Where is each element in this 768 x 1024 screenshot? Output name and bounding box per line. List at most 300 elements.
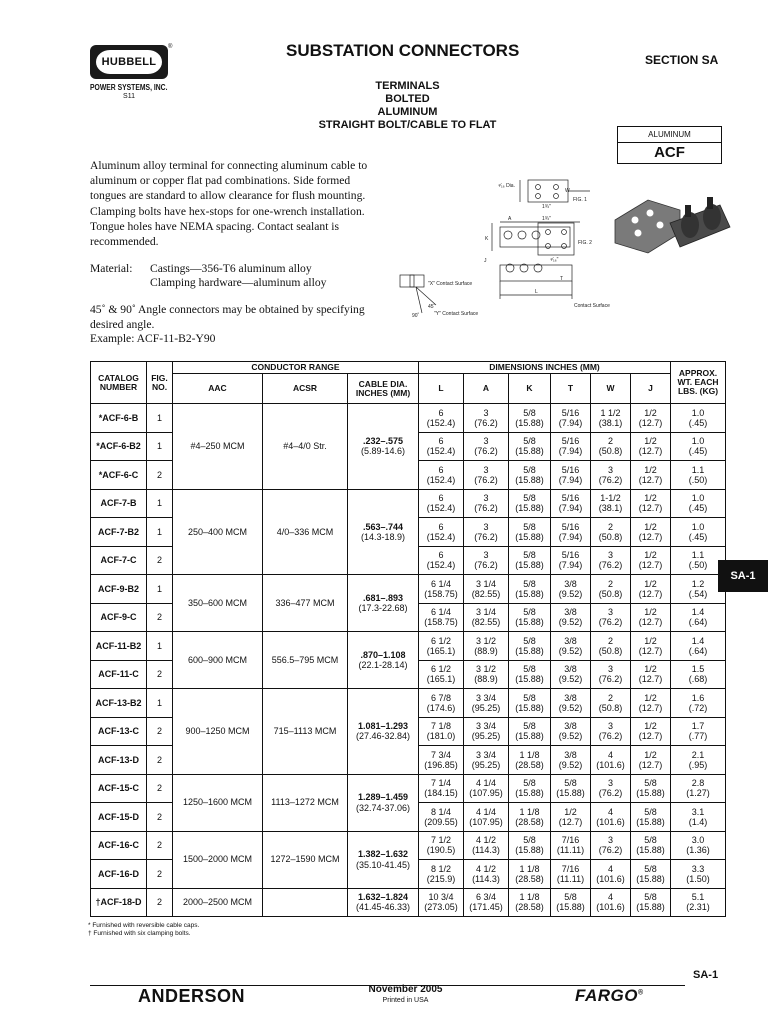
dim-T-label: T — [560, 276, 564, 282]
dim-a — [464, 518, 509, 547]
dim-j-inch: 5/8 — [644, 892, 657, 903]
dim-wt-inch: 1.0 — [691, 493, 705, 504]
dim-w-mm: (101.6) — [596, 873, 625, 884]
dim-k-mm: (15.88) — [515, 474, 544, 485]
dim-a-mm: (95.25) — [471, 702, 501, 713]
dim-j-mm: (12.7) — [638, 702, 663, 713]
dim-a-mm: (114.3) — [472, 845, 500, 856]
dim-wt-mm: (.45) — [688, 446, 708, 457]
dim-l-mm: (152.4) — [426, 503, 456, 514]
dim-w — [591, 717, 631, 746]
material-label: ALUMINUM — [618, 127, 721, 143]
dim-t-mm: (15.88) — [556, 788, 585, 799]
dim-l-inch: 6 1/4 — [430, 607, 452, 618]
catalog-number: ACF-15-C — [91, 774, 147, 803]
dim-t-inch: 1/2 — [564, 806, 577, 817]
dim-t-mm: (15.88) — [556, 902, 585, 913]
cable-diameter-inch: 1.289–1.459 — [357, 792, 409, 803]
header-dimensions: DIMENSIONS INCHES (MM) — [419, 362, 671, 374]
dim-k — [509, 518, 551, 547]
material-code: ACF — [654, 144, 685, 161]
dim-k-inch: 5/8 — [523, 578, 536, 589]
dim-l-mm: (196.85) — [424, 759, 458, 770]
header-catalog: CATALOG NUMBER — [91, 362, 147, 404]
dim-l-mm: (215.9) — [426, 873, 456, 884]
dim-t — [551, 689, 591, 718]
dim-j-mm: (12.7) — [638, 588, 663, 599]
dim-w-inch: 3 — [607, 835, 613, 846]
deg45-label: 45˚ — [428, 304, 436, 310]
dim-wt — [671, 717, 726, 746]
catalog-number: ACF-15-D — [91, 803, 147, 832]
dim-k — [509, 717, 551, 746]
dim-k — [509, 632, 551, 661]
dim-wt-inch: 1.1 — [691, 464, 705, 475]
dim-j-mm: (12.7) — [638, 759, 663, 770]
dim-w — [591, 461, 631, 490]
dim-k — [509, 575, 551, 604]
dim-t-inch: 7/16 — [561, 863, 580, 874]
header-fig: FIG. NO. — [147, 362, 173, 404]
dim-l-mm: (152.4) — [426, 446, 456, 457]
dim-l-inch: 6 — [438, 550, 444, 561]
footnote-caps: * Furnished with reversible cable caps. — [88, 922, 200, 929]
dim-k-mm: (15.88) — [515, 531, 544, 542]
dim-a-inch: 3 1/4 — [475, 578, 497, 589]
dim-wt — [671, 774, 726, 803]
dim-j — [631, 888, 671, 917]
dim-a-inch: 6 3/4 — [475, 892, 497, 903]
dim-k — [509, 404, 551, 433]
dim-j — [631, 831, 671, 860]
fig2-label: FIG. 2 — [578, 240, 592, 246]
header-W: W — [591, 374, 631, 404]
dim-l-inch: 6 1/4 — [430, 578, 452, 589]
dim-t-inch: 3/8 — [564, 692, 577, 703]
dim-j — [631, 660, 671, 689]
dim-w — [591, 632, 631, 661]
dim-a-mm: (88.9) — [474, 645, 498, 656]
dim-t-mm: (9.52) — [558, 588, 583, 599]
fig-number: 2 — [147, 803, 173, 832]
dim-k — [509, 432, 551, 461]
dim-w — [591, 432, 631, 461]
dim-a — [464, 860, 509, 889]
dim-j — [631, 603, 671, 632]
dim-label-3: 1¾" — [542, 216, 551, 222]
dim-w-inch: 2 — [607, 578, 613, 589]
cable-diameter-mm: (14.3-18.9) — [360, 531, 406, 542]
dim-t-inch: 7/16 — [561, 835, 580, 846]
header-weight: APPROX. WT. EACH LBS. (KG) — [671, 362, 726, 404]
material-heading: Material: — [90, 262, 133, 275]
dim-w — [591, 603, 631, 632]
dim-j — [631, 774, 671, 803]
dim-k-mm: (15.88) — [515, 417, 544, 428]
dim-t-inch: 5/16 — [561, 550, 580, 561]
dim-t — [551, 546, 591, 575]
dim-w — [591, 660, 631, 689]
catalog-number: ACF-11-B2 — [91, 632, 147, 661]
catalog-number: ACF-11-C — [91, 660, 147, 689]
subtitle — [280, 80, 535, 132]
dim-l-mm: (152.4) — [426, 531, 456, 542]
dia-label: ⁴⁄₁₆ Dia. — [498, 183, 515, 189]
dim-t-mm: (9.52) — [558, 759, 583, 770]
dim-j-mm: (12.7) — [638, 417, 663, 428]
dim-l-mm: (174.6) — [426, 702, 456, 713]
dim-l-inch: 7 3/4 — [430, 749, 452, 760]
product-description: Aluminum alloy terminal for connecting aluminum cable to aluminum or copper flat pad combinations. Side formed tongues are standard to allow clearance for flush mounting. Clamping bolts have hex-stops for one-wrench installation. Tongue holes have NEMA spacing. Contact sealant is recommended. — [90, 159, 368, 249]
dim-a-mm: (95.25) — [471, 759, 501, 770]
dim-t-mm: (7.94) — [558, 474, 583, 485]
dim-wt-mm: (.45) — [688, 503, 708, 514]
page-title: SUBSTATION CONNECTORS — [286, 41, 520, 60]
dim-wt-inch: 1.4 — [691, 635, 705, 646]
dim-w-inch: 3 — [607, 607, 613, 618]
dim-t-inch: 3/8 — [564, 635, 577, 646]
dim-k-inch: 5/8 — [523, 521, 536, 532]
dim-l-mm: (152.4) — [426, 474, 456, 485]
dim-j-mm: (12.7) — [638, 531, 663, 542]
material-castings: Castings—356-T6 aluminum alloy — [150, 262, 312, 275]
dim-w-mm: (76.2) — [598, 560, 623, 571]
acsr-range: 1272–1590 MCM — [263, 831, 348, 888]
dim-a-mm: (107.95) — [469, 788, 503, 799]
dim-wt — [671, 660, 726, 689]
dim-k-inch: 1 1/8 — [519, 806, 540, 817]
dim-j-inch: 1/2 — [644, 721, 657, 732]
angle-text: 45˚ & 90˚ Angle connectors may be obtained by specifying desired angle. — [90, 303, 365, 331]
dim-wt-mm: (.45) — [688, 531, 708, 542]
dim-t — [551, 603, 591, 632]
acsr-range: 4/0–336 MCM — [263, 489, 348, 575]
dim-j — [631, 518, 671, 547]
dim-l — [419, 518, 464, 547]
fig-number: 1 — [147, 575, 173, 604]
dim-a-inch: 3 — [483, 521, 489, 532]
header-L: L — [419, 374, 464, 404]
dim-t — [551, 518, 591, 547]
dim-l-mm: (190.5) — [426, 845, 456, 856]
dim-l-mm: (165.1) — [426, 674, 456, 685]
dim-j-inch: 1/2 — [644, 436, 657, 447]
dim-wt-inch: 2.8 — [691, 778, 705, 789]
dim-a-inch: 4 1/2 — [475, 863, 497, 874]
dim-l-inch: 6 — [438, 436, 444, 447]
fig-number: 2 — [147, 660, 173, 689]
fig-number: 1 — [147, 432, 173, 461]
dim-k-mm: (15.88) — [515, 788, 544, 799]
dim-j-inch: 1/2 — [644, 749, 657, 760]
dim-w-inch: 3 — [607, 464, 613, 475]
dim-w-mm: (38.1) — [598, 417, 623, 428]
dim-k — [509, 831, 551, 860]
deg90-label: 90˚ — [412, 313, 420, 319]
dim-w-mm: (101.6) — [596, 816, 625, 827]
dim-t-inch: 5/8 — [564, 892, 577, 903]
dim-wt-inch: 1.4 — [691, 607, 705, 618]
dim-j-inch: 1/2 — [644, 578, 657, 589]
dim-l — [419, 404, 464, 433]
dim-w-inch: 4 — [607, 806, 613, 817]
dim-k-inch: 5/8 — [523, 407, 536, 418]
dim-l-inch: 6 — [438, 493, 444, 504]
dim-j — [631, 404, 671, 433]
dim-t — [551, 632, 591, 661]
dim-a — [464, 746, 509, 775]
dim-j-mm: (12.7) — [638, 503, 663, 514]
dim-j-inch: 5/8 — [644, 806, 657, 817]
dim-l — [419, 432, 464, 461]
fig-number: 2 — [147, 774, 173, 803]
dim-w-mm: (76.2) — [598, 617, 623, 628]
dim-l-mm: (152.4) — [426, 417, 456, 428]
catalog-number: *ACF-6-B — [91, 404, 147, 433]
dim-l-inch: 6 — [438, 464, 444, 475]
table-row — [91, 831, 726, 860]
dim-j-mm: (12.7) — [638, 674, 663, 685]
dim-w-inch: 2 — [607, 521, 613, 532]
dim-w — [591, 546, 631, 575]
aac-range: 1500–2000 MCM — [173, 831, 263, 888]
dim-j-inch: 1/2 — [644, 464, 657, 475]
dim-t-mm: (9.52) — [558, 702, 583, 713]
dim-wt-mm: (1.27) — [686, 788, 710, 799]
dim-t-mm: (9.52) — [558, 731, 583, 742]
subtitle-line: STRAIGHT BOLT/CABLE TO FLAT — [318, 119, 497, 131]
dim-w-inch: 3 — [607, 778, 613, 789]
dim-a-mm: (76.2) — [474, 417, 498, 428]
dim-l-inch: 8 1/2 — [430, 863, 452, 874]
dim-a-mm: (114.3) — [472, 873, 500, 884]
cable-diameter-inch: .681–.893 — [362, 592, 404, 603]
material-code-box — [617, 126, 722, 164]
subtitle-line: BOLTED — [385, 93, 430, 105]
cable-diameter-inch: 1.632–1.824 — [357, 892, 409, 903]
dim-a-mm: (95.25) — [471, 731, 501, 742]
header-T: T — [551, 374, 591, 404]
dim-t-inch: 3/8 — [564, 578, 577, 589]
dim-wt-mm: (.95) — [688, 759, 708, 770]
dim-l-mm: (165.1) — [426, 645, 456, 656]
y-contact-label: "Y" Contact Surface — [434, 311, 479, 317]
fig-number: 2 — [147, 546, 173, 575]
dim-k — [509, 603, 551, 632]
dim-w — [591, 888, 631, 917]
dim-w — [591, 404, 631, 433]
dim-l — [419, 575, 464, 604]
header-acsr: ACSR — [263, 374, 348, 404]
dim-j-mm: (12.7) — [638, 560, 663, 571]
dim-w — [591, 860, 631, 889]
dim-k-mm: (28.58) — [515, 873, 544, 884]
dim-w-mm: (50.8) — [598, 446, 623, 457]
table-row — [91, 888, 726, 917]
footnotes — [88, 922, 199, 938]
dim-wt-mm: (.50) — [688, 474, 708, 485]
dim-l-mm: (158.75) — [424, 617, 458, 628]
dim-j-inch: 1/2 — [644, 692, 657, 703]
catalog-number: ACF-7-B2 — [91, 518, 147, 547]
dim-k-inch: 5/8 — [523, 436, 536, 447]
dim-a — [464, 489, 509, 518]
dim-w — [591, 489, 631, 518]
dim-a — [464, 603, 509, 632]
connector-drawings — [380, 165, 740, 325]
dim-k-inch: 5/8 — [523, 493, 536, 504]
dim-w-inch: 3 — [607, 664, 613, 675]
dim-wt — [671, 546, 726, 575]
cable-diameter-mm: (32.74-37.06) — [355, 802, 411, 813]
dim-w-inch: 4 — [607, 749, 613, 760]
catalog-number: ACF-13-C — [91, 717, 147, 746]
dim-wt-mm: (.45) — [688, 417, 708, 428]
dim-l-inch: 6 — [438, 407, 444, 418]
dim-t-inch: 5/16 — [561, 407, 580, 418]
dim-a — [464, 689, 509, 718]
catalog-number: ACF-16-D — [91, 860, 147, 889]
dim-w-inch: 2 — [607, 692, 613, 703]
dim-label-1: 1¾" — [542, 204, 551, 210]
dim-j-inch: 1/2 — [644, 407, 657, 418]
dim-a-mm: (76.2) — [474, 560, 498, 571]
dim-t-inch: 3/8 — [564, 749, 577, 760]
dim-l-mm: (184.15) — [424, 788, 458, 799]
cable-diameter — [348, 774, 419, 831]
header-conductor-range: CONDUCTOR RANGE — [173, 362, 419, 374]
dim-k — [509, 888, 551, 917]
dim-l-inch: 10 3/4 — [428, 892, 454, 903]
dim-a — [464, 660, 509, 689]
dim-k-inch: 5/8 — [523, 721, 536, 732]
aac-range: 2000–2500 MCM — [173, 888, 263, 917]
dim-l — [419, 803, 464, 832]
dim-j — [631, 546, 671, 575]
dim-j — [631, 689, 671, 718]
dim-wt-inch: 3.3 — [691, 863, 705, 874]
dim-j-mm: (15.88) — [636, 902, 665, 913]
dim-j-mm: (12.7) — [638, 645, 663, 656]
dim-wt — [671, 831, 726, 860]
dim-w-mm: (50.8) — [598, 531, 623, 542]
catalog-number: ACF-7-C — [91, 546, 147, 575]
fig-number: 1 — [147, 518, 173, 547]
dim-k-mm: (15.88) — [515, 674, 544, 685]
cable-diameter-mm: (5.89-14.6) — [360, 446, 406, 457]
dim-k-mm: (28.58) — [515, 759, 544, 770]
dim-w-mm: (38.1) — [598, 503, 623, 514]
dim-l — [419, 717, 464, 746]
dim-wt — [671, 461, 726, 490]
company-name: POWER SYSTEMS, INC. — [90, 83, 168, 92]
dim-J-label: J — [484, 258, 487, 264]
dim-a-inch: 4 1/4 — [475, 806, 497, 817]
dim-wt-mm: (1.50) — [686, 873, 710, 884]
dim-w — [591, 518, 631, 547]
dim-l-inch: 8 1/4 — [430, 806, 452, 817]
dim-j-mm: (12.7) — [638, 617, 663, 628]
dim-l-inch: 7 1/4 — [430, 778, 452, 789]
dim-t — [551, 575, 591, 604]
dim-a-inch: 4 1/2 — [475, 835, 497, 846]
dim-w-mm: (50.8) — [598, 645, 623, 656]
aac-range: 900–1250 MCM — [173, 689, 263, 775]
dim-wt-inch: 1.1 — [691, 550, 705, 561]
dim-j-inch: 1/2 — [644, 635, 657, 646]
dim-j-mm: (15.88) — [636, 816, 665, 827]
fig-number: 2 — [147, 746, 173, 775]
dim-t — [551, 432, 591, 461]
dim-l — [419, 774, 464, 803]
dim-t — [551, 860, 591, 889]
dim-a-inch: 3 3/4 — [475, 749, 497, 760]
dim-L-label: L — [535, 289, 538, 295]
dim-k — [509, 546, 551, 575]
dim-w-inch: 3 — [607, 721, 613, 732]
dim-a-inch: 4 1/4 — [475, 778, 497, 789]
cable-diameter-inch: .870–1.108 — [360, 649, 406, 660]
dim-l — [419, 860, 464, 889]
dim-wt-mm: (2.31) — [686, 902, 710, 913]
dim-w-mm: (50.8) — [598, 588, 623, 599]
dim-t-inch: 5/16 — [561, 521, 580, 532]
dim-t — [551, 489, 591, 518]
dim-t — [551, 803, 591, 832]
dim-l-inch: 6 7/8 — [430, 692, 452, 703]
dim-j-inch: 1/2 — [644, 607, 657, 618]
dim-wt — [671, 489, 726, 518]
table-row — [91, 632, 726, 661]
fig-number: 1 — [147, 689, 173, 718]
dim-l-inch: 6 — [438, 521, 444, 532]
header-A: A — [464, 374, 509, 404]
fig-number: 2 — [147, 603, 173, 632]
dim-l — [419, 632, 464, 661]
dim-j-mm: (12.7) — [638, 446, 663, 457]
dim-wt-mm: (.50) — [688, 560, 708, 571]
aac-range: 250–400 MCM — [173, 489, 263, 575]
section-label: SECTION SA — [645, 53, 719, 67]
fig-number: 1 — [147, 489, 173, 518]
dim-k-inch: 5/8 — [523, 664, 536, 675]
dim-w-mm: (101.6) — [596, 902, 625, 913]
dim-j — [631, 489, 671, 518]
dim-t-mm: (7.94) — [558, 560, 583, 571]
dim-a-inch: 3 1/4 — [475, 607, 497, 618]
table-row — [91, 404, 726, 433]
footer-page-number: SA-1 — [693, 969, 719, 981]
dim-k — [509, 689, 551, 718]
dim-k-inch: 5/8 — [523, 607, 536, 618]
dim-j-mm: (12.7) — [638, 731, 663, 742]
dim-wt-mm: (1.36) — [686, 845, 710, 856]
dim-wt — [671, 632, 726, 661]
dim-k-inch: 1 1/8 — [519, 749, 540, 760]
dim-t-mm: (9.52) — [558, 617, 583, 628]
dim-wt-inch: 1.6 — [691, 692, 705, 703]
dim-l-inch: 7 1/8 — [430, 721, 452, 732]
dim-w — [591, 774, 631, 803]
dim-l — [419, 546, 464, 575]
dim-k-mm: (15.88) — [515, 503, 544, 514]
dim-w — [591, 803, 631, 832]
x-contact-label: "X" Contact Surface — [428, 281, 473, 287]
dim-t-inch: 5/8 — [564, 778, 577, 789]
dim-w-mm: (50.8) — [598, 702, 623, 713]
dim-t-inch: 3/8 — [564, 721, 577, 732]
connector-spec-table — [90, 361, 726, 917]
